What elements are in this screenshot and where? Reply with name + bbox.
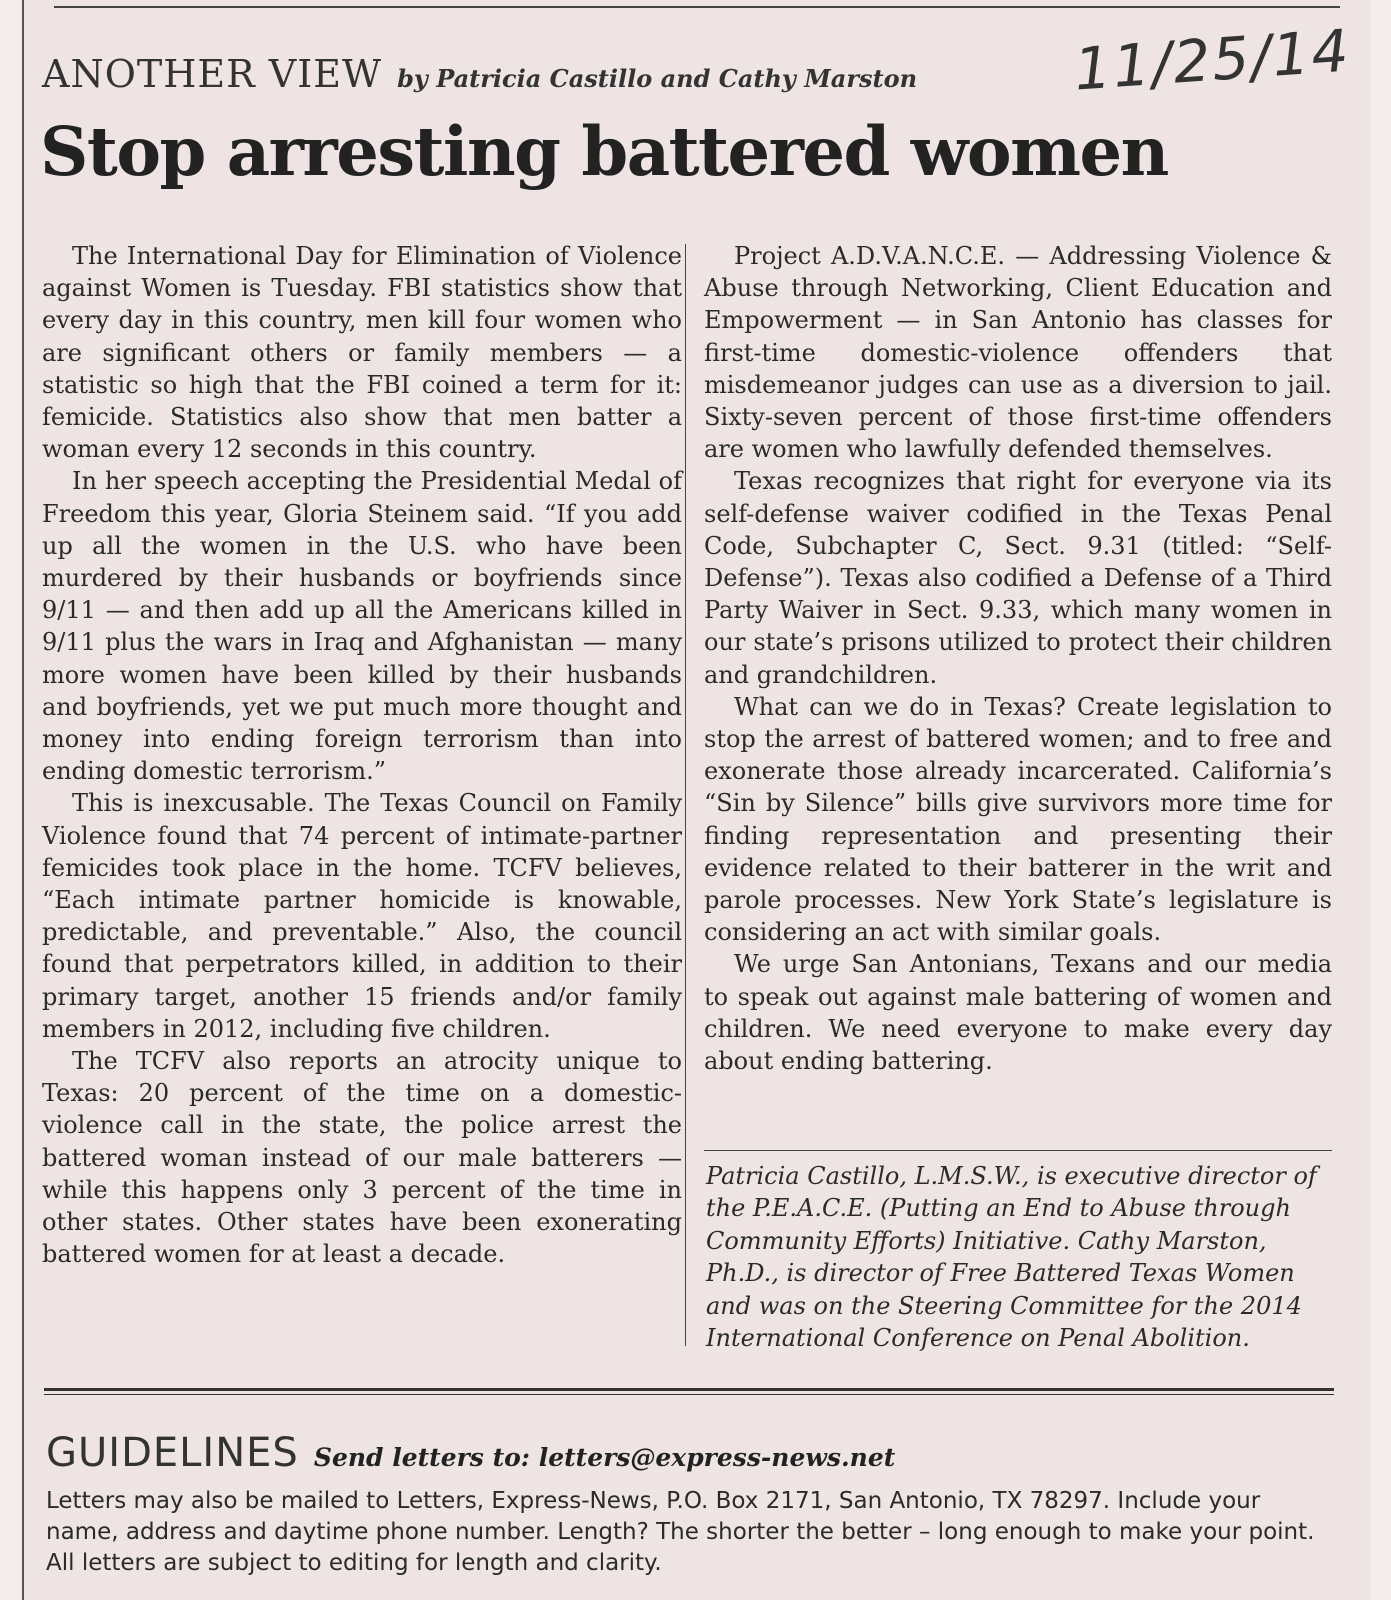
- column-divider: [685, 244, 686, 1346]
- guidelines-title: GUIDELINES: [46, 1430, 299, 1476]
- headline: Stop arresting battered women: [40, 112, 1168, 191]
- paragraph: Project A.D.V.A.N.C.E. — Addressing Violence & Abuse through Networking, Client Education and Empowerment — in San Antonio has classes for first-time domestic-violence offenders that misdemeanor judges can use as a diversion to jail. Sixty-seven percent of those first-time offenders are women who lawfully defended themselves.: [704, 242, 1332, 464]
- bio-divider: [704, 1150, 1332, 1151]
- paragraph: Texas recognizes that right for everyone via its self-defense waiver codified in the Texas Penal Code, Subchapter C, Sect. 9.31 (titled: “Self-Defense”). Texas also codified a Defense of a Third Party Waiver in Sect. 9.33, which many women in our state’s prisons utilized to protect their children and grandchildren.: [704, 467, 1332, 689]
- guidelines-body: Letters may also be mailed to Letters, Express-News, P.O. Box 2171, San Antonio, TX 78297. Include your name, address and daytime phone number. Length? The shorter the better – long enough to make your point. All letters are subject to editing for length and clarity.: [46, 1488, 1315, 1576]
- paragraph: The TCFV also reports an atrocity unique to Texas: 20 percent of the time on a domestic-violence call in the state, the police arrest the battered woman instead of our male batterers — while this happens only 3 percent of the time in other states. Other states have been exonerating battered women for at least a decade.: [42, 1047, 682, 1269]
- author-bio: Patricia Castillo, L.M.S.W., is executive director of the P.E.A.C.E. (Putting an End to Abuse through Community Efforts) Initiative. Cathy Marston, Ph.D., is director of Free Battered Texas Women and was on the Steering Committee for the 2014 International Conference on Penal Abolition.: [706, 1162, 1317, 1353]
- paragraph: The International Day for Elimination of Violence against Women is Tuesday. FBI statistics show that every day in this country, men kill four women who are significant others or family members — a statistic so high that the FBI coined a term for it: femicide. Statistics also show that men batter a woman every 12 seconds in this country.: [42, 242, 682, 464]
- guidelines-header: [46, 1430, 895, 1476]
- paragraph: This is inexcusable. The Texas Council on Family Violence found that 74 percent of intimate-partner femicides took place in the home. TCFV believes, “Each intimate partner homicide is knowable, predictable, and preventable.” Also, the council found that perpetrators killed, in addition to their primary target, another 15 friends and/or family members in 2012, including five children.: [42, 789, 682, 1043]
- section-divider: [44, 1388, 1334, 1391]
- paragraph: In her speech accepting the Presidential Medal of Freedom this year, Gloria Steinem said. “If you add up all the women in the U.S. who have been murdered by their husbands or boyfriends since 9/11 — and then add up all the Americans killed in 9/11 plus the wars in Iraq and Afghanistan — many more women have been killed by their husbands and boyfriends, yet we put much more thought and money into ending foreign terrorism than into ending domestic terrorism.”: [42, 467, 682, 786]
- section-kicker: ANOTHER VIEW: [42, 52, 383, 96]
- article-column-right: [704, 240, 1332, 1077]
- newspaper-clipping: [22, 0, 1370, 1600]
- paragraph: What can we do in Texas? Create legislation to stop the arrest of battered women; and to free and exonerate those already incarcerated. California’s “Sin by Silence” bills give survivors more time for finding representation and presenting their evidence related to their batterer in the writ and parole processes. New York State’s legislature is considering an act with similar goals.: [704, 692, 1332, 947]
- guidelines-email: Send letters to: letters@express-news.net: [313, 1443, 896, 1472]
- section-divider-thin: [44, 1394, 1334, 1395]
- paragraph: We urge San Antonians, Texans and our media to speak out against male battering of women and children. We need everyone to make every day about ending battering.: [704, 950, 1332, 1076]
- article-column-left: [42, 240, 682, 1271]
- handwritten-date: 11/25/14: [1071, 16, 1353, 104]
- top-rule: [54, 6, 1340, 8]
- byline: by Patricia Castillo and Cathy Marston: [397, 64, 918, 93]
- column-header: [42, 52, 917, 96]
